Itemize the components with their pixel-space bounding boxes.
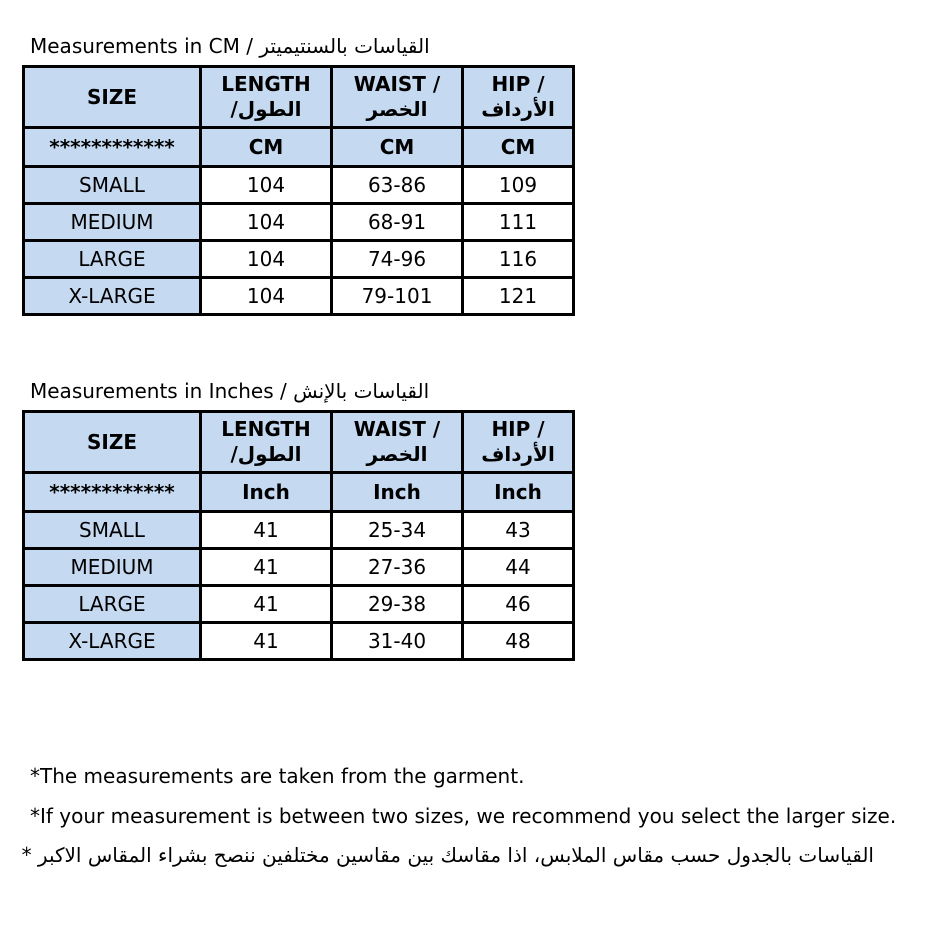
waist-cell: 68-91: [332, 204, 463, 241]
hip-cell: 44: [463, 549, 574, 586]
table-row: [24, 623, 574, 660]
note-between-sizes: *If your measurement is between two sizes, we recommend you select the larger size.: [30, 804, 897, 828]
hip-cell: 46: [463, 586, 574, 623]
cm-size-header: SIZE: [24, 67, 201, 128]
size-cell: LARGE: [24, 586, 201, 623]
cm-hip-header: HIP / الأرداف: [463, 67, 574, 128]
hip-cell: 48: [463, 623, 574, 660]
cm-header-row: [24, 67, 574, 128]
cm-caption: Measurements in CM / القياسات بالسنتيميتر: [30, 34, 430, 58]
hip-cell: 121: [463, 278, 574, 315]
waist-cell: 29-38: [332, 586, 463, 623]
unit-cell: CM: [463, 128, 574, 167]
inch-hip-header: HIP / الأرداف: [463, 412, 574, 473]
length-cell: 41: [201, 549, 332, 586]
inch-length-header: LENGTH الطول/: [201, 412, 332, 473]
cm-unit-row: [24, 128, 574, 167]
cm-size-table: [22, 65, 575, 316]
table-row: [24, 278, 574, 315]
unit-cell: ************: [24, 128, 201, 167]
inch-size-table: [22, 410, 575, 661]
unit-cell: CM: [201, 128, 332, 167]
length-cell: 104: [201, 241, 332, 278]
unit-cell: Inch: [332, 473, 463, 512]
waist-cell: 79-101: [332, 278, 463, 315]
length-cell: 41: [201, 623, 332, 660]
length-cell: 104: [201, 278, 332, 315]
note-arabic: القياسات بالجدول حسب مقاس الملابس، اذا مقاسك بين مقاسين مختلفين ننصح بشراء المقاس الاكبر *: [21, 843, 874, 867]
size-cell: X-LARGE: [24, 623, 201, 660]
table-row: [24, 549, 574, 586]
inch-size-header: SIZE: [24, 412, 201, 473]
size-cell: SMALL: [24, 512, 201, 549]
waist-cell: 63-86: [332, 167, 463, 204]
inch-header-row: [24, 412, 574, 473]
length-cell: 104: [201, 167, 332, 204]
length-cell: 41: [201, 586, 332, 623]
length-cell: 104: [201, 204, 332, 241]
cm-waist-header: WAIST / الخصر: [332, 67, 463, 128]
size-cell: MEDIUM: [24, 549, 201, 586]
unit-cell: CM: [332, 128, 463, 167]
hip-cell: 116: [463, 241, 574, 278]
length-cell: 41: [201, 512, 332, 549]
table-row: [24, 241, 574, 278]
inch-unit-row: [24, 473, 574, 512]
waist-cell: 27-36: [332, 549, 463, 586]
unit-cell: Inch: [201, 473, 332, 512]
size-cell: X-LARGE: [24, 278, 201, 315]
hip-cell: 111: [463, 204, 574, 241]
waist-cell: 74-96: [332, 241, 463, 278]
cm-length-header: LENGTH الطول/: [201, 67, 332, 128]
size-cell: MEDIUM: [24, 204, 201, 241]
table-row: [24, 167, 574, 204]
hip-cell: 109: [463, 167, 574, 204]
size-cell: LARGE: [24, 241, 201, 278]
table-row: [24, 586, 574, 623]
hip-cell: 43: [463, 512, 574, 549]
table-row: [24, 204, 574, 241]
table-row: [24, 512, 574, 549]
note-garment: *The measurements are taken from the garment.: [30, 764, 525, 788]
unit-cell: Inch: [463, 473, 574, 512]
size-cell: SMALL: [24, 167, 201, 204]
waist-cell: 25-34: [332, 512, 463, 549]
inch-caption: Measurements in Inches / القياسات بالإنش: [30, 379, 430, 403]
unit-cell: ************: [24, 473, 201, 512]
inch-waist-header: WAIST / الخصر: [332, 412, 463, 473]
waist-cell: 31-40: [332, 623, 463, 660]
